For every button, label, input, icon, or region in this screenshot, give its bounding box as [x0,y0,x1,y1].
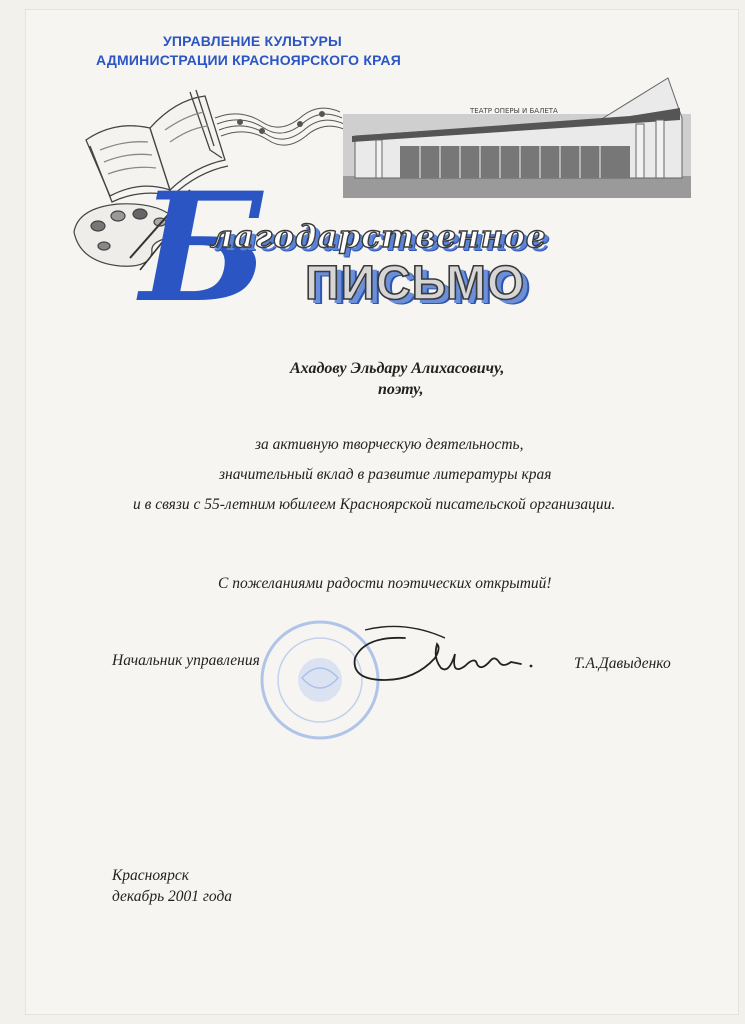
footer-date: декабрь 2001 года [112,888,233,905]
signatory-position: Начальник управления [112,652,260,669]
title-line-1: лагодарственное [210,219,547,255]
title-initial-letter: Б [140,160,269,320]
signatory-name: Т.А.Давыденко [574,655,671,672]
body-line-1: за активную творческую деятельность, [255,436,524,453]
issuer-line-2: АДМИНИСТРАЦИИ КРАСНОЯРСКОГО КРАЯ [96,52,401,68]
handwritten-signature [345,618,545,698]
footer-city: Красноярск [112,867,189,884]
music-staff-ribbon-icon [215,108,346,145]
wish-line: С пожеланиями радости поэтических открытий! [218,575,552,592]
title-line-2: ПИСЬМО [305,257,526,310]
body-line-2: значительный вклад в развитие литературы края [219,466,552,483]
recipient-role: поэту, [378,381,424,398]
body-line-3: и в связи с 55-летним юбилеем Красноярской писательской организации. [133,496,616,513]
recipient-name: Ахадову Эльдару Алихасовичу, [290,360,505,377]
building-sign-text: ТЕАТР ОПЕРЫ И БАЛЕТА [470,107,558,115]
issuer-line-1: УПРАВЛЕНИЕ КУЛЬТУРЫ [163,33,342,49]
theatre-building-image [343,78,691,198]
